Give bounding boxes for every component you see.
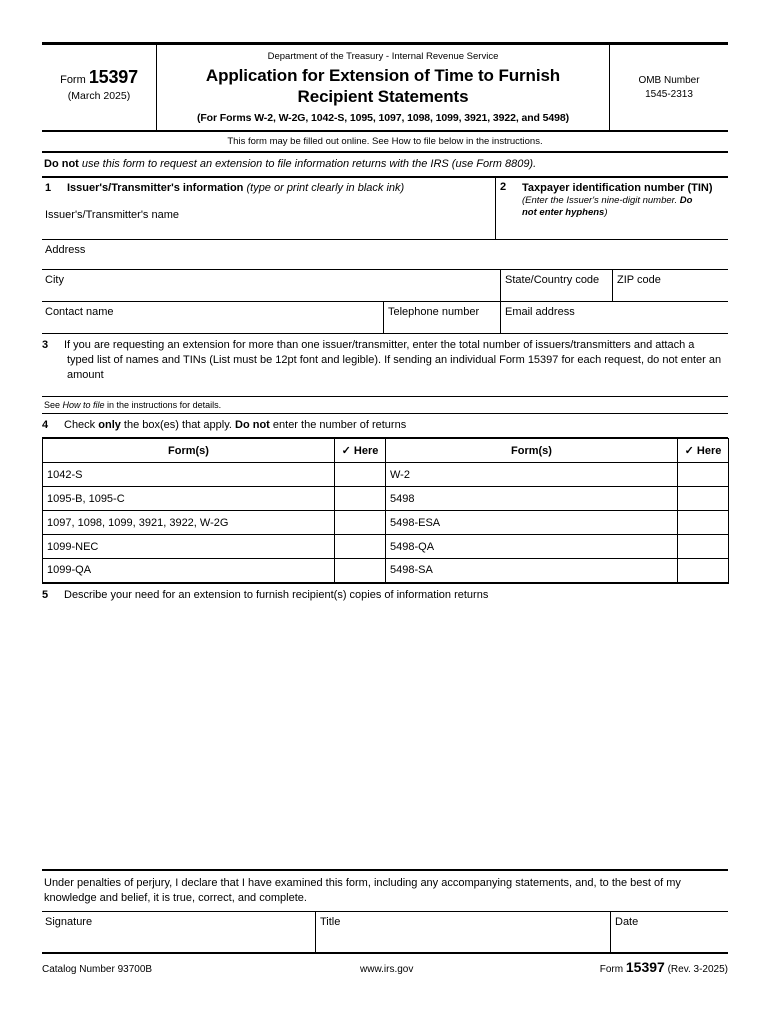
omb-block: [610, 45, 728, 130]
telephone-cell[interactable]: [383, 302, 500, 333]
telephone-field-label: Telephone number: [388, 306, 480, 318]
address-cell[interactable]: [42, 240, 728, 269]
line4-part3: enter the number of returns: [269, 419, 407, 431]
form-revision-date: (March 2025): [67, 90, 131, 102]
form-name-right: 5498-SA: [386, 559, 678, 583]
tin-cell[interactable]: [495, 178, 728, 239]
title-field-label: Title: [320, 915, 341, 928]
checkbox-cell-left[interactable]: [335, 559, 386, 583]
header-forms-left: Form(s): [43, 439, 335, 463]
checkbox-cell-left[interactable]: [335, 463, 386, 487]
checkbox-cell-right[interactable]: [678, 511, 729, 535]
line3-row[interactable]: [42, 334, 728, 396]
checkbox-cell-right[interactable]: [678, 559, 729, 583]
how-to-file-note: [42, 396, 728, 414]
tin-instructions-line2: not enter hyphens: [522, 207, 605, 218]
omb-label: OMB Number: [638, 74, 700, 86]
checkbox-cell-left[interactable]: [335, 487, 386, 511]
line4-part1: Check: [64, 419, 99, 431]
signature-field-label: Signature: [45, 915, 93, 928]
line4-bold-only: only: [98, 419, 121, 431]
footer-form-number: 15397: [625, 958, 665, 975]
table-header-row: [43, 439, 729, 463]
line1-heading: [45, 181, 495, 195]
how-to-file-italic: How to file: [62, 400, 105, 410]
do-not-rest: use this form to request an extension to file information returns with the IRS (use Form 8809).: [78, 158, 537, 170]
signature-row: [42, 912, 728, 954]
form-name-left: 1099-QA: [43, 559, 335, 583]
table-row: [43, 487, 729, 511]
issuer-name-field-label: Issuer's/Transmitter's name: [45, 209, 179, 221]
state-country-field-label: State/Country code: [505, 274, 600, 286]
omb-number: 1545-2313: [645, 88, 693, 100]
state-country-cell[interactable]: [500, 270, 612, 301]
footer-form-id: [512, 959, 728, 975]
zip-field-label: ZIP code: [617, 274, 661, 286]
irs-website[interactable]: www.irs.gov: [360, 963, 414, 975]
form-name-left: 1095-B, 1095-C: [43, 487, 335, 511]
form-sheet: [42, 42, 728, 975]
online-notice: This form may be filled out online. See How to file below in the instructions.: [42, 132, 728, 153]
issuer-info-row: [42, 178, 728, 240]
line2-heading: [500, 181, 728, 195]
header-check-left: ✓ Here: [335, 439, 386, 463]
address-field-label: Address: [45, 244, 86, 256]
table-row: [43, 511, 729, 535]
form-footer: [42, 954, 728, 975]
header-forms-right: Form(s): [386, 439, 678, 463]
line1-label-italic: (type or print clearly in black ink): [246, 182, 405, 194]
form-number-line: [60, 67, 138, 88]
catalog-number: Catalog Number 93700B: [42, 963, 153, 975]
address-row[interactable]: [42, 240, 728, 270]
city-cell[interactable]: [42, 270, 500, 301]
form-name-right: 5498-ESA: [386, 511, 678, 535]
do-not-bold: Do not: [44, 158, 79, 170]
city-row: [42, 270, 728, 302]
contact-name-field-label: Contact name: [45, 306, 114, 318]
form-title-line2: Recipient Statements: [297, 87, 469, 106]
checkbox-cell-right[interactable]: [678, 463, 729, 487]
city-field-label: City: [45, 274, 64, 286]
issuer-info-cell[interactable]: [42, 178, 495, 239]
form-header: [42, 42, 728, 132]
checkbox-cell-right[interactable]: [678, 535, 729, 559]
zip-cell[interactable]: [612, 270, 728, 301]
email-field-label: Email address: [505, 306, 575, 318]
perjury-statement: Under penalties of perjury, I declare that I have examined this form, including any accompanying statements, and, to the best of my knowledge and belief, it is true, correct, and complete.: [42, 869, 728, 912]
form-name-right: W-2: [386, 463, 678, 487]
line5-row: [42, 584, 728, 607]
line4-row: [42, 414, 728, 438]
tin-instructions-close: ): [604, 207, 608, 218]
table-row: [43, 463, 729, 487]
do-not-notice: [42, 153, 728, 178]
line1-label: Issuer's/Transmitter's information: [67, 182, 244, 194]
line4-bold-donot: Do not: [235, 419, 270, 431]
footer-revision: (Rev. 3-2025): [667, 963, 728, 975]
line3-number: 3: [42, 339, 49, 351]
line3-text-wrap: [42, 338, 728, 383]
line4-number: 4: [42, 419, 49, 431]
line2-label: Taxpayer identification number (TIN): [522, 182, 713, 194]
checkbox-cell-left[interactable]: [335, 535, 386, 559]
form-name-right: 5498-QA: [386, 535, 678, 559]
tin-instructions: [500, 195, 728, 219]
header-check-right: ✓ Here: [678, 439, 729, 463]
form-label: Form: [60, 74, 86, 86]
email-cell[interactable]: [500, 302, 728, 333]
line1-number: 1: [45, 182, 52, 194]
form-name-right: 5498: [386, 487, 678, 511]
form-subtitle: (For Forms W-2, W-2G, 1042-S, 1095, 1097, 1098, 1099, 3921, 3922, and 5498): [196, 112, 570, 124]
tin-instructions-bold: Do: [679, 195, 693, 206]
department-line: Department of the Treasury - Internal Revenue Service: [267, 51, 499, 62]
line5-answer-area[interactable]: [42, 607, 728, 869]
form-name-left: 1097, 1098, 1099, 3921, 3922, W-2G: [43, 511, 335, 535]
form-title-block: [157, 45, 610, 130]
line4-part2: the box(es) that apply.: [120, 419, 236, 431]
contact-row: [42, 302, 728, 334]
footer-form-label: Form: [599, 963, 624, 975]
line2-number: 2: [500, 181, 507, 193]
checkbox-cell-right[interactable]: [678, 487, 729, 511]
signature-cell[interactable]: [42, 912, 315, 952]
checkbox-cell-left[interactable]: [335, 511, 386, 535]
table-row: [43, 535, 729, 559]
tin-instructions-line1: (Enter the Issuer's nine-digit number.: [522, 195, 680, 206]
table-row: [43, 559, 729, 583]
how-to-file-prefix: See: [44, 400, 63, 410]
how-to-file-suffix: in the instructions for details.: [104, 400, 222, 410]
date-cell[interactable]: [610, 912, 728, 952]
form-name-left: 1042-S: [43, 463, 335, 487]
form-name-left: 1099-NEC: [43, 535, 335, 559]
line3-text: If you are requesting an extension for more than one issuer/transmitter, enter the total number of issuers/transmitters and attach a typed list of names and TINs (List must be 12pt font and legible). If sending an individual Form 15397 for each request, do not enter an amount: [64, 339, 722, 381]
form-number-block: [42, 45, 157, 130]
forms-checkbox-table: [42, 438, 729, 584]
form-title-line1: Application for Extension of Time to Furnish: [205, 66, 561, 85]
line5-number: 5: [42, 588, 49, 601]
title-cell[interactable]: [315, 912, 610, 952]
form-number: 15397: [88, 67, 138, 87]
line5-text: Describe your need for an extension to furnish recipient(s) copies of information returns: [64, 588, 489, 601]
date-field-label: Date: [615, 915, 639, 928]
contact-name-cell[interactable]: [42, 302, 383, 333]
